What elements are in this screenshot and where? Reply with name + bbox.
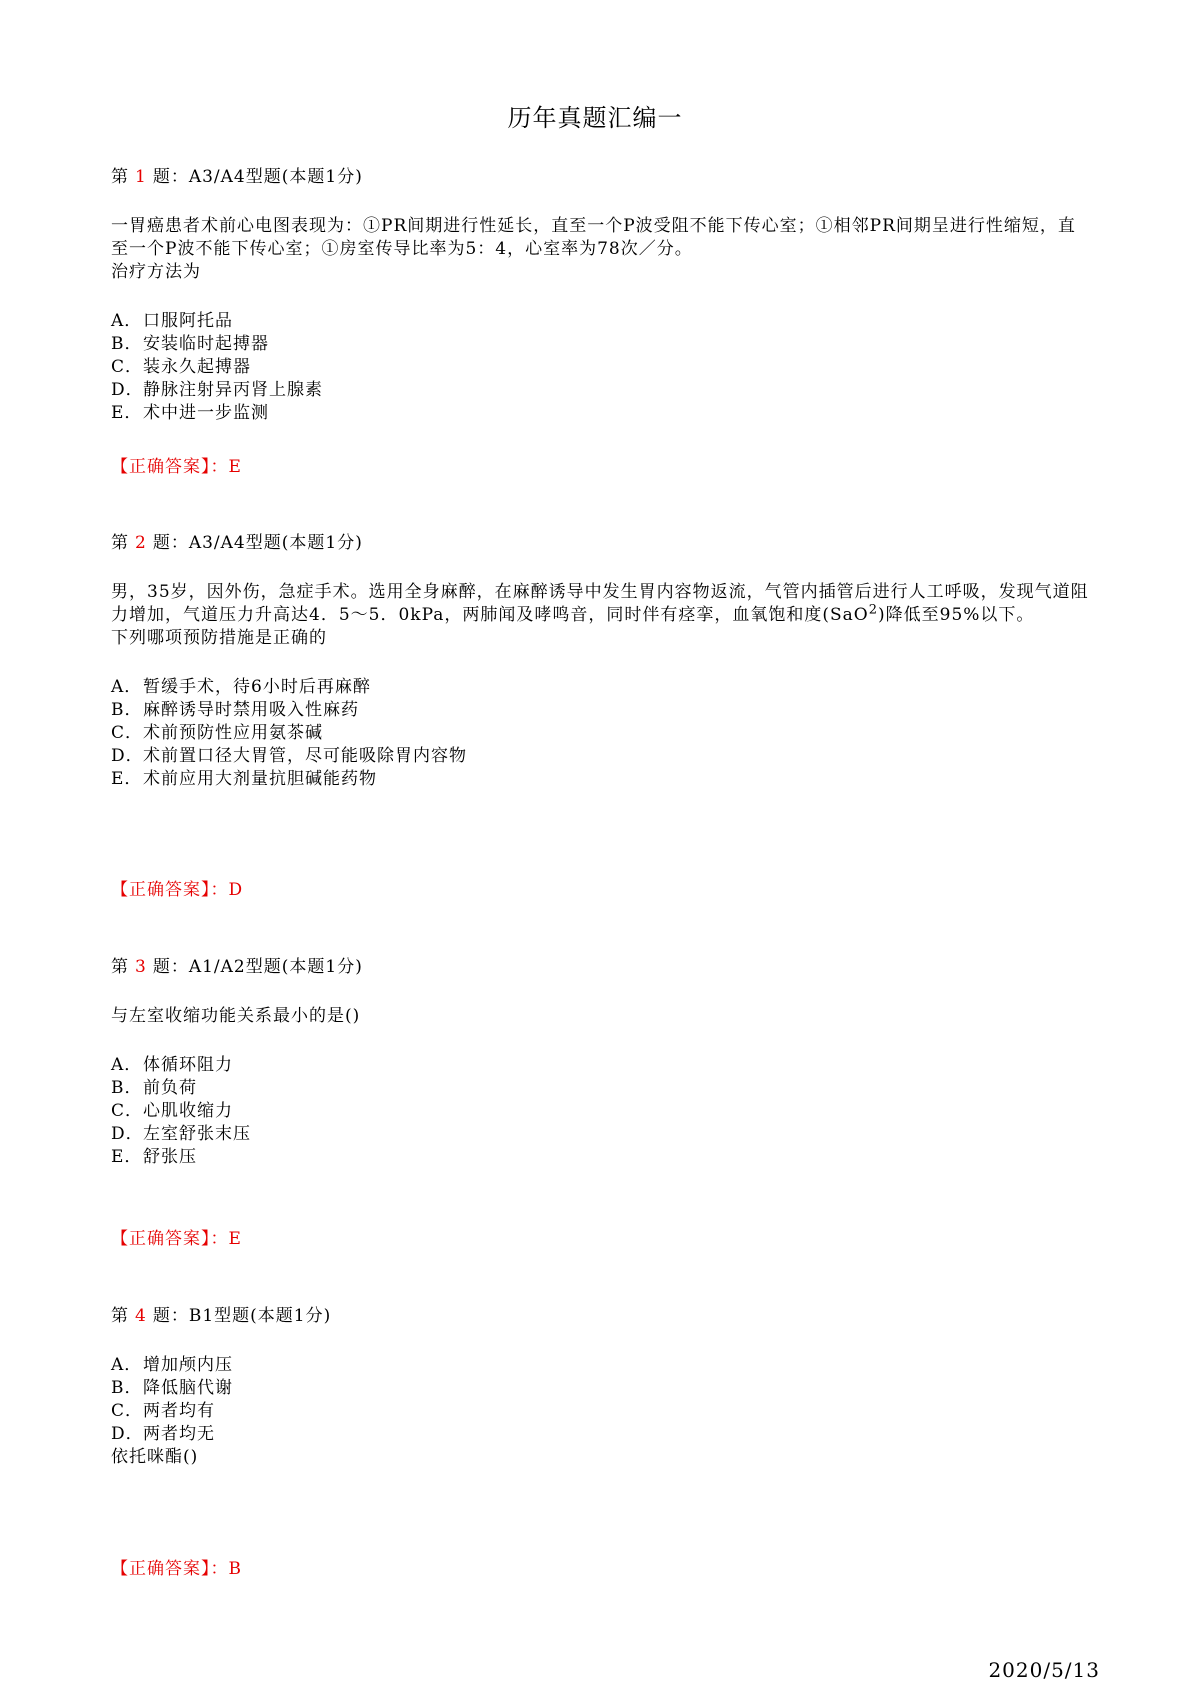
option-c <box>111 722 1091 745</box>
option-a <box>111 1354 1091 1377</box>
option-letter: D． <box>111 380 144 400</box>
option-text: 体循环阻力 <box>143 1055 233 1075</box>
question-stem <box>111 581 1091 650</box>
question-number: 4 <box>135 1306 147 1326</box>
option-text: 心肌收缩力 <box>143 1101 233 1121</box>
stem-paragraph <box>111 581 1091 627</box>
option-b <box>111 699 1091 722</box>
answer-4 <box>111 1554 242 1579</box>
stem-paragraph: 一胃癌患者术前心电图表现为：①PR间期进行性延长，直至一个P波受阻不能下传心室；①相邻PR间期呈进行性缩短，直至一个P波不能下传心室；①房室传导比率为5：4，心室率为78次／分。 <box>111 216 1076 259</box>
question-number: 2 <box>135 533 147 553</box>
stem-question: 治疗方法为 <box>111 262 201 282</box>
question-1 <box>111 166 1091 425</box>
option-letter: A． <box>111 1055 143 1075</box>
option-list <box>111 1054 1091 1169</box>
option-e <box>111 1146 1091 1169</box>
option-e <box>111 768 1091 791</box>
option-letter: A． <box>111 677 143 697</box>
question-header <box>111 532 1091 555</box>
option-letter: B． <box>111 1078 143 1098</box>
option-text: 降低脑代谢 <box>143 1378 233 1398</box>
question-header <box>111 956 1091 979</box>
question-type: 题：A3/A4型题(本题1分) <box>152 167 363 187</box>
question-type: 题：B1型题(本题1分) <box>152 1306 332 1326</box>
stem-question: 与左室收缩功能关系最小的是() <box>111 1006 361 1026</box>
option-b <box>111 1077 1091 1100</box>
option-letter: A． <box>111 311 143 331</box>
question-header <box>111 1305 1091 1328</box>
option-d <box>111 1123 1091 1146</box>
option-b <box>111 333 1091 356</box>
option-text: 术前预防性应用氨茶碱 <box>143 723 323 743</box>
question-2 <box>111 532 1091 791</box>
option-c <box>111 356 1091 379</box>
option-letter: B． <box>111 700 143 720</box>
question-prefix: 第 <box>111 533 129 553</box>
option-text: 两者均无 <box>143 1424 215 1444</box>
option-list <box>111 310 1091 425</box>
option-letter: E． <box>111 769 143 789</box>
stem-subscript: 2 <box>868 602 879 618</box>
answer-1 <box>111 452 242 477</box>
option-letter: B． <box>111 334 143 354</box>
option-text: 术前置口径大胃管，尽可能吸除胃内容物 <box>143 746 467 766</box>
question-prefix: 第 <box>111 167 129 187</box>
option-text: 口服阿托品 <box>143 311 233 331</box>
question-type: 题：A3/A4型题(本题1分) <box>152 533 363 553</box>
option-letter: E． <box>111 1147 143 1167</box>
answer-3 <box>111 1224 242 1249</box>
option-text: 术中进一步监测 <box>143 403 269 423</box>
option-letter: C． <box>111 1401 144 1421</box>
stem-main: 男，35岁，因外伤，急症手术。选用全身麻醉，在麻醉诱导中发生胃内容物返流，气管内插管后进行人工呼吸，发现气道阻力增加，气道压力升高达4．5～5．0kPa，两肺闻及哮鸣音，同时伴有痉挛，血氧饱和度(SaO <box>111 582 1089 625</box>
question-type: 题：A1/A2型题(本题1分) <box>152 957 363 977</box>
question-3 <box>111 956 1091 1169</box>
option-letter: D． <box>111 746 144 766</box>
question-prefix: 第 <box>111 957 129 977</box>
option-a <box>111 310 1091 333</box>
answer-value: E <box>228 1229 242 1249</box>
option-text: 装永久起搏器 <box>143 357 251 377</box>
option-text: 暂缓手术，待6小时后再麻醉 <box>143 677 371 697</box>
question-header <box>111 166 1091 189</box>
option-text: 增加颅内压 <box>143 1355 233 1375</box>
option-text: 静脉注射异丙肾上腺素 <box>143 380 323 400</box>
answer-value: B <box>228 1559 242 1579</box>
option-letter: D． <box>111 1424 144 1444</box>
option-b <box>111 1377 1091 1400</box>
option-list <box>111 676 1091 791</box>
question-stem <box>111 1005 1091 1028</box>
option-a <box>111 676 1091 699</box>
answer-label: 【正确答案】： <box>111 457 229 477</box>
option-letter: C． <box>111 357 144 377</box>
answer-value: E <box>228 457 242 477</box>
answer-label: 【正确答案】： <box>111 1229 229 1249</box>
option-list <box>111 1354 1091 1469</box>
stem-tail: )降低至95%以下。 <box>878 605 1035 625</box>
option-text: 左室舒张末压 <box>143 1124 251 1144</box>
option-letter: E． <box>111 403 143 423</box>
option-e <box>111 402 1091 425</box>
option-letter: C． <box>111 723 144 743</box>
footer-date: 2020/5/13 <box>988 1658 1100 1682</box>
option-text: 安装临时起搏器 <box>143 334 269 354</box>
question-4 <box>111 1305 1091 1469</box>
question-number: 3 <box>135 957 147 977</box>
option-d <box>111 1423 1091 1446</box>
option-text: 术前应用大剂量抗胆碱能药物 <box>143 769 377 789</box>
option-text: 前负荷 <box>143 1078 197 1098</box>
answer-label: 【正确答案】： <box>111 880 229 900</box>
question-stem <box>111 215 1091 284</box>
answer-value: D <box>228 880 244 900</box>
stem-question: 下列哪项预防措施是正确的 <box>111 628 327 648</box>
option-c <box>111 1400 1091 1423</box>
option-text: 麻醉诱导时禁用吸入性麻药 <box>143 700 359 720</box>
option-d <box>111 379 1091 402</box>
option-letter: D． <box>111 1124 144 1144</box>
option-letter: A． <box>111 1355 143 1375</box>
answer-2 <box>111 875 243 900</box>
question-number: 1 <box>135 167 147 187</box>
option-text: 舒张压 <box>143 1147 197 1167</box>
option-a <box>111 1054 1091 1077</box>
option-d <box>111 745 1091 768</box>
option-c <box>111 1100 1091 1123</box>
document-title: 历年真题汇编一 <box>507 104 683 132</box>
answer-label: 【正确答案】： <box>111 1559 229 1579</box>
option-letter: B． <box>111 1378 143 1398</box>
option-text: 两者均有 <box>143 1401 215 1421</box>
option-letter: C． <box>111 1101 144 1121</box>
question-stem: 依托咪酯() <box>111 1447 199 1467</box>
question-prefix: 第 <box>111 1306 129 1326</box>
